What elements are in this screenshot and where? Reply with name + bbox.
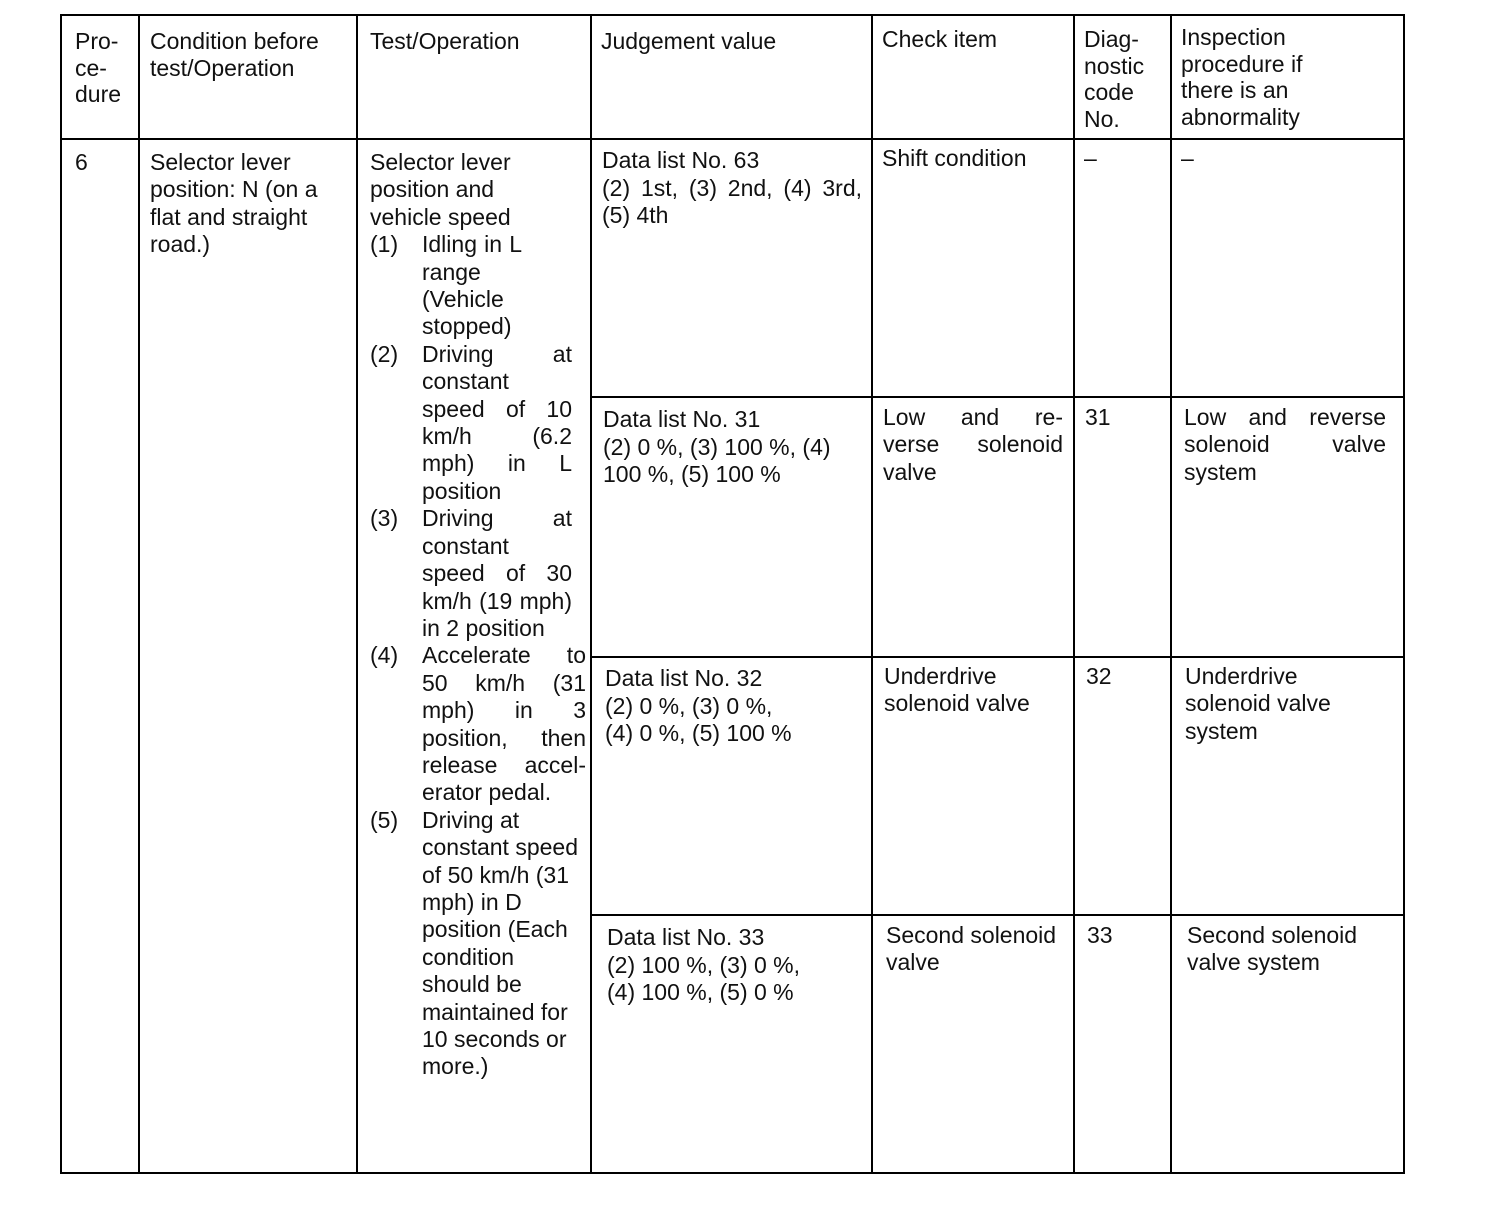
judgement-cell — [607, 922, 847, 1007]
test-step — [370, 505, 588, 642]
check-item: Shift condition — [882, 145, 1027, 171]
test-steps — [370, 231, 588, 1081]
column-divider — [138, 16, 140, 1172]
step-number: (2) — [370, 340, 399, 367]
header-judgement-value: Judgement value — [601, 28, 777, 54]
check-item: Second solenoid valve — [886, 922, 1057, 976]
step-number: (1) — [370, 231, 399, 258]
data-list-title: Data list No. 63 — [602, 147, 760, 173]
step-text: Driving at constant speed of 30 km/h (19 mph) in 2 position — [422, 505, 572, 641]
column-divider — [1073, 16, 1075, 1172]
diagnostic-code: 31 — [1085, 404, 1111, 430]
row-divider — [590, 396, 1403, 398]
inspection-procedure: Low and reverse solenoid valve system — [1184, 404, 1386, 485]
check-item: Low and re- verse solenoid valve — [883, 404, 1063, 485]
column-divider — [590, 16, 592, 1172]
judgement-value: (2) 0 %, (3) 100 %, (4) 100 %, (5) 100 % — [603, 434, 831, 488]
inspection-procedure: Second solenoid valve system — [1187, 922, 1358, 976]
diagnostic-code: 32 — [1086, 663, 1112, 689]
judgement-cell — [603, 404, 843, 489]
step-number: (5) — [370, 806, 399, 833]
diagnostic-table — [60, 14, 1405, 1174]
test-step — [370, 341, 588, 505]
step-text: Accelerate to 50 km/h (31 mph) in 3 position, then release accel- erator pedal. — [422, 642, 586, 806]
diagnostic-code: 33 — [1087, 922, 1113, 948]
header-divider — [62, 138, 1403, 140]
header-diagnostic-code: Diag- nostic code No. — [1084, 26, 1145, 132]
judgement-cell — [602, 145, 862, 230]
diagnostic-code: – — [1084, 145, 1097, 171]
column-divider — [356, 16, 358, 1172]
step-text: Idling in L range (Vehicle stopped) — [422, 231, 522, 340]
data-list-title: Data list No. 33 — [607, 924, 765, 950]
inspection-procedure: – — [1181, 145, 1194, 171]
condition-text: Selector lever position: N (on a flat and straight road.) — [150, 149, 318, 258]
test-title: Selector lever position and vehicle speed — [370, 149, 511, 230]
step-number: (4) — [370, 642, 399, 669]
column-divider — [1170, 16, 1172, 1172]
header-inspection-procedure: Inspection procedure if there is an abnormality — [1181, 24, 1303, 130]
test-step — [370, 231, 588, 341]
data-list-title: Data list No. 31 — [603, 406, 761, 432]
column-divider — [871, 16, 873, 1172]
inspection-procedure: Underdrive solenoid valve system — [1185, 663, 1331, 744]
step-text: Driving at constant speed of 10 km/h (6.2 mph) in L position — [422, 340, 572, 504]
step-text: Driving at constant speed of 50 km/h (31 mph) in D position (Each condition should be maintained for 10 seconds or more.) — [422, 806, 579, 1080]
judgement-value: (2) 100 %, (3) 0 %, (4) 100 %, (5) 0 % — [607, 952, 801, 1006]
judgement-cell — [605, 663, 845, 748]
step-number: (3) — [370, 505, 399, 532]
procedure-number: 6 — [75, 149, 88, 175]
judgement-value: (2) 0 %, (3) 0 %, (4) 0 %, (5) 100 % — [605, 693, 792, 747]
data-list-title: Data list No. 32 — [605, 665, 763, 691]
test-step — [370, 807, 588, 1081]
test-operation — [370, 149, 588, 1081]
test-step — [370, 642, 588, 806]
row-divider — [590, 656, 1403, 658]
header-check-item: Check item — [882, 26, 998, 52]
check-item: Underdrive solenoid valve — [884, 663, 1030, 717]
judgement-value: (2) 1st, (3) 2nd, (4) 3rd, (5) 4th — [602, 175, 862, 229]
row-divider — [590, 914, 1403, 916]
header-test-operation: Test/Operation — [370, 28, 520, 54]
header-condition: Condition before test/Operation — [150, 28, 319, 81]
header-procedure: Pro- ce- dure — [75, 28, 122, 107]
